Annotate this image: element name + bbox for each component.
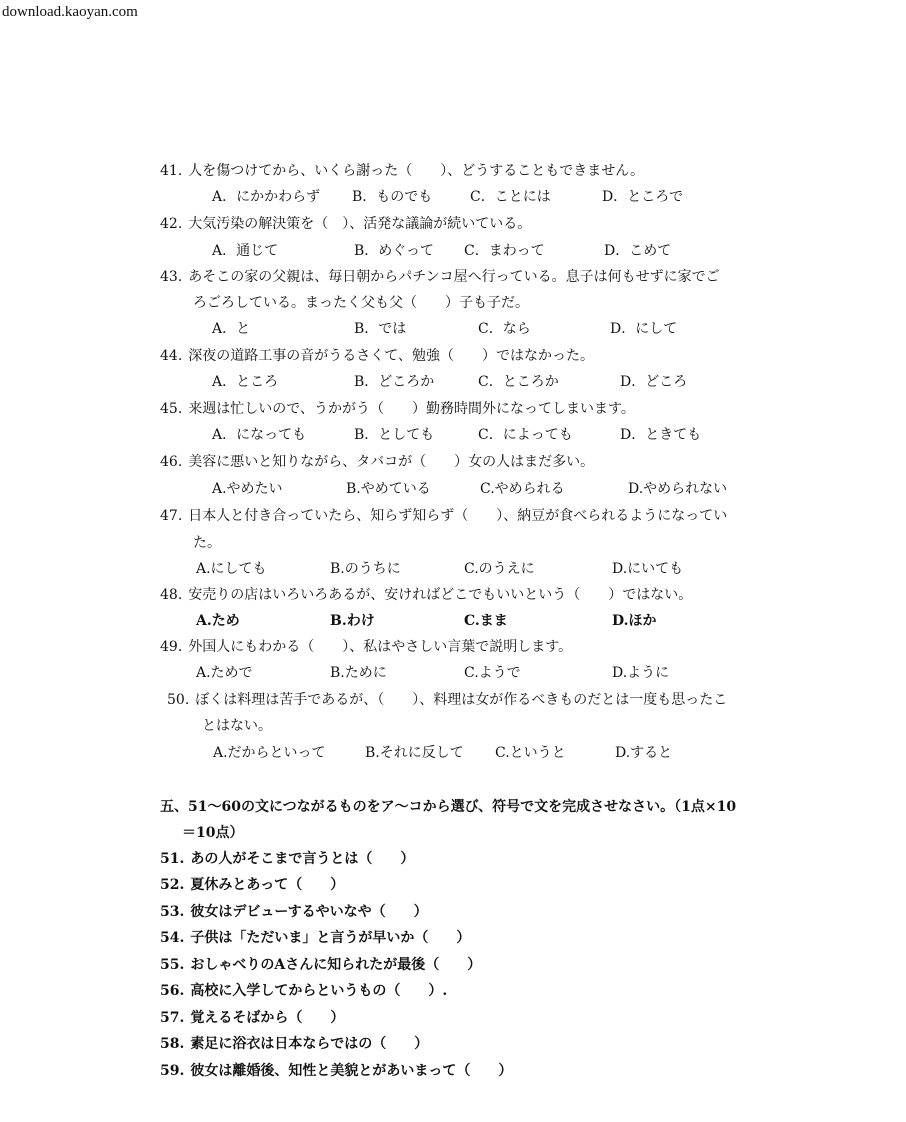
question-text: ぼくは料理は苦手であるが、（ ）、料理は女が作るべきものだとは一度も思ったこ [195,692,728,708]
option-d: D．こめて [604,243,672,259]
question-42 [160,215,531,233]
item-text: 覚えるそばから（ ） [190,1010,345,1026]
item-54 [160,929,470,947]
item-number: 57. [160,1010,185,1026]
options-48 [196,612,796,630]
option-b: B．どころか [354,374,435,390]
question-number: 43. [160,269,183,285]
item-text: 素足に浴衣は日本ならではの（ ） [190,1036,429,1052]
item-number: 56. [160,983,185,999]
item-53 [160,903,428,921]
item-51 [160,850,414,868]
options-43 [212,320,812,338]
source-url-header: download.kaoyan.com [2,4,138,20]
item-number: 58. [160,1036,185,1052]
question-text: 大気汚染の解決策を（ ）、活発な議論が続いている。 [188,216,532,232]
option-b: B.ために [330,665,387,681]
question-50 [167,691,727,709]
option-a: A.にしても [196,561,267,577]
option-a: A．になっても [212,427,307,443]
option-d: D．ときても [620,427,702,443]
options-41 [212,188,812,206]
option-c: C．まわって [464,243,545,259]
option-a: A．にかかわらず [212,189,321,205]
option-b: B.やめている [346,481,431,497]
question-text: 日本人と付き合っていたら、知らず知らず（ ）、納豆が食べられるようになってい [188,508,728,524]
options-44 [212,373,812,391]
option-d: D．にして [610,321,678,337]
option-a: A.だからといって [213,745,326,761]
option-d: D.ように [612,665,670,681]
option-c: C．なら [478,321,531,337]
option-c: C.のうえに [464,561,535,577]
options-45 [212,426,812,444]
question-47 [160,507,727,525]
option-c: C.やめられる [480,481,565,497]
option-c: C．によっても [478,427,573,443]
question-41 [160,162,644,180]
question-number: 50. [167,692,190,708]
option-a: A．と [212,321,251,337]
item-text: 彼女はデビューするやいなや（ ） [190,904,428,920]
option-b: B．ものでも [352,189,433,205]
question-43-continuation: ろごろしている。まったく父も父（ ）子も子だ。 [193,295,529,311]
section-5-title: 五、51～60の文につながるものをア～コから選び、符号で文を完成させなさい。（1点×10 [160,799,737,815]
option-b: B.のうちに [330,561,401,577]
item-number: 53. [160,904,185,920]
question-number: 41. [160,163,183,179]
item-text: おしゃべりのAさんに知られたが最後（ ） [190,957,482,973]
question-43 [160,268,720,286]
option-a: A．通じて [212,243,279,259]
question-text: 人を傷つけてから、いくら謝った（ ）、どうすることもできません。 [188,163,645,179]
question-46 [160,453,594,471]
options-42 [212,242,812,260]
question-49 [160,638,572,656]
item-text: 高校に入学してからというもの（ ）. [190,983,448,999]
options-50 [213,744,813,762]
option-a: A.ためで [196,665,253,681]
option-b: B．めぐって [354,243,435,259]
question-text: 深夜の道路工事の音がうるさくて、勉強（ ）ではなかった。 [188,348,594,364]
item-number: 59. [160,1063,185,1079]
option-d: D．どころ [620,374,688,390]
option-d: D.すると [615,745,673,761]
question-50-continuation: とはない。 [202,718,272,734]
item-text: 子供は「ただいま」と言うが早いか（ ） [190,930,471,946]
question-number: 47. [160,508,183,524]
option-c: C.というと [495,745,566,761]
option-b: B．では [354,321,407,337]
option-a: A.やめたい [212,481,283,497]
item-52 [160,876,344,894]
question-number: 45. [160,401,183,417]
item-text: 夏休みとあって（ ） [190,877,345,893]
item-number: 54. [160,930,185,946]
question-text: 来週は忙しいので、うかがう（ ）勤務時間外になってしまいます。 [188,401,635,417]
question-text: 外国人にもわかる（ ）、私はやさしい言葉で説明します。 [188,639,573,655]
item-56 [160,982,447,1000]
item-55 [160,956,481,974]
item-57 [160,1009,344,1027]
question-44 [160,347,594,365]
item-text: あの人がそこまで言うとは（ ） [190,851,415,867]
question-number: 48. [160,587,183,603]
item-58 [160,1035,428,1053]
options-49 [196,664,796,682]
option-d: D.ほか [612,613,657,629]
question-48 [160,586,692,604]
option-d: D.やめられない [628,481,728,497]
option-c: C.まま [464,613,508,629]
item-number: 51. [160,851,185,867]
question-number: 46. [160,454,183,470]
item-number: 55. [160,957,185,973]
option-b: B．としても [354,427,435,443]
option-c: C．ことには [470,189,551,205]
question-text: あそこの家の父親は、毎日朝からパチンコ屋へ行っている。息子は何もせずに家でご [188,269,720,285]
option-c: C.ようで [464,665,521,681]
question-text: 安売りの店はいろいろあるが、安ければどこでもいいという（ ）ではない。 [188,587,693,603]
question-number: 44. [160,348,183,364]
question-text: 美容に悪いと知りながら、タバコが（ ）女の人はまだ多い。 [188,454,595,470]
option-d: D．ところで [602,189,684,205]
option-c: C．ところか [478,374,559,390]
item-number: 52. [160,877,185,893]
option-d: D.にいても [612,561,684,577]
option-a: A．ところ [212,374,279,390]
section-5-title-continuation: ＝10点） [182,825,244,841]
question-45 [160,400,635,418]
question-47-continuation: た。 [193,535,221,551]
option-a: A.ため [196,613,240,629]
item-59 [160,1062,512,1080]
item-text: 彼女は離婚後、知性と美貌とがあいまって（ ） [190,1063,513,1079]
question-number: 42. [160,216,183,232]
options-47 [196,560,796,578]
options-46 [212,480,812,498]
option-b: B.それに反して [365,745,464,761]
option-b: B.わけ [330,613,375,629]
question-number: 49. [160,639,183,655]
